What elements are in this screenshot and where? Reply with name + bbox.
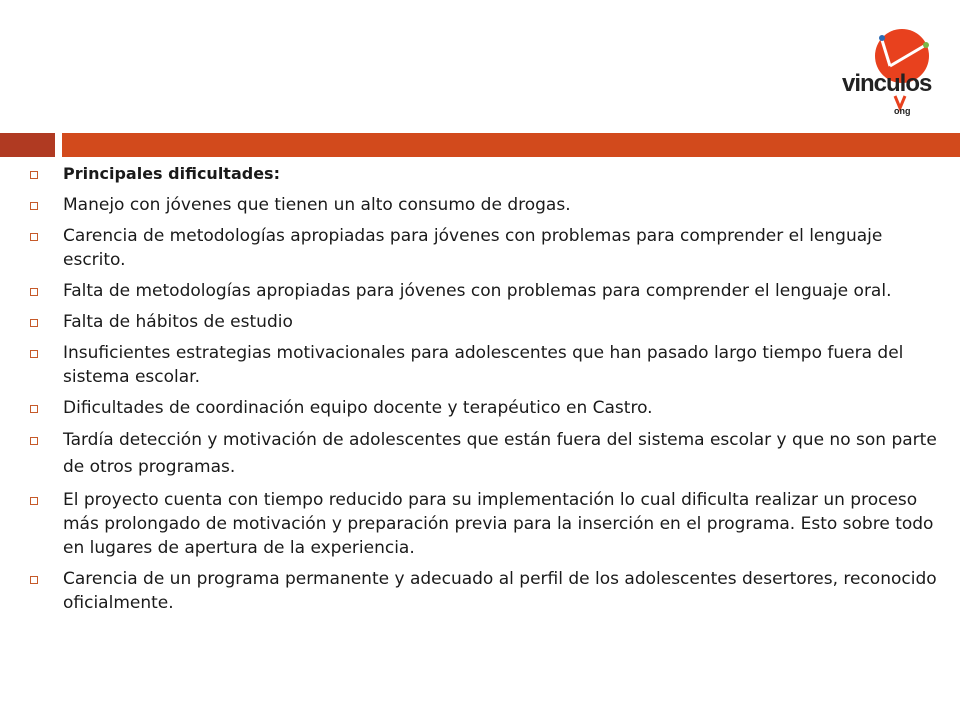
logo-subtitle: ong	[894, 106, 911, 116]
list-item	[30, 162, 945, 186]
list-item	[30, 396, 945, 420]
list-item	[30, 310, 945, 334]
square-bullet-icon	[30, 202, 38, 210]
square-bullet-icon	[30, 319, 38, 327]
list-item	[30, 341, 945, 389]
list-item-text: Manejo con jóvenes que tienen un alto consumo de drogas.	[63, 195, 571, 215]
list-item-text: El proyecto cuenta con tiempo reducido para su implementación lo cual dificulta realizar un proceso más prolongado de motivación y preparación previa para la inserción en el programa. Esto sobre todo en lugares de apertura de la experiencia.	[63, 490, 934, 558]
vinculos-logo	[838, 28, 948, 123]
list-item	[30, 193, 945, 217]
list-item-text: Dificultades de coordinación equipo docente y terapéutico en Castro.	[63, 398, 653, 418]
square-bullet-icon	[30, 576, 38, 584]
list-item-text: Falta de metodologías apropiadas para jóvenes con problemas para comprender el lenguaje oral.	[63, 281, 892, 301]
list-item	[30, 224, 945, 272]
header-bar-right	[62, 133, 960, 157]
list-item	[30, 567, 945, 615]
square-bullet-icon	[30, 350, 38, 358]
square-bullet-icon	[30, 171, 38, 179]
square-bullet-icon	[30, 497, 38, 505]
difficulties-list	[30, 162, 945, 622]
list-item-text: Carencia de un programa permanente y adecuado al perfil de los adolescentes desertores, reconocido oficialmente.	[63, 569, 937, 613]
list-item	[30, 488, 945, 560]
list-item-text: Falta de hábitos de estudio	[63, 312, 293, 332]
list-item-text: Carencia de metodologías apropiadas para jóvenes con problemas para comprender el lenguaje escrito.	[63, 226, 883, 270]
logo-text: vinculos	[842, 70, 932, 97]
list-item-text: Tardía detección y motivación de adolescentes que están fuera del sistema escolar y que no son parte de otros programas.	[63, 430, 937, 477]
list-item	[30, 279, 945, 303]
square-bullet-icon	[30, 437, 38, 445]
square-bullet-icon	[30, 288, 38, 296]
list-item	[30, 427, 945, 481]
square-bullet-icon	[30, 405, 38, 413]
list-item-text: Insuficientes estrategias motivacionales para adolescentes que han pasado largo tiempo fuera del sistema escolar.	[63, 343, 904, 387]
header-bar-left	[0, 133, 55, 157]
square-bullet-icon	[30, 233, 38, 241]
list-item-text: Principales dificultades:	[63, 164, 280, 183]
